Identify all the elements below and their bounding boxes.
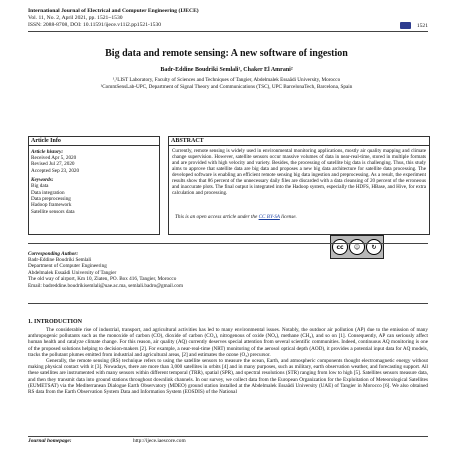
abstract-heading: ABSTRACT <box>169 137 429 146</box>
article-info-heading: Article Info <box>29 137 159 146</box>
issn-line: ISSN: 2088-8708, DOI: 10.11591/ijece.v11i2.pp1521-1530 <box>28 22 162 29</box>
corresponding-author <box>28 248 328 289</box>
intro-paragraph: The considerable rise of industrial, transport, and agricultural activities has led to many environmental issues. Notably, the outdoor air pollution (AP) due to the emission of many anthropogenic pollutants such as the monoxide of carbon (CO), dioxide of carbon (CO₂), nitrogenous of oxide (NOₓ), methane (CH₄), and so on [1]. Consequently, AP can seriously affect human health and catalyze climate change. For this reason, air quality (AQ) currently deserves special attention from several scientific communities. Indeed, continuous AQ monitoring is one of the proposed solutions helping to decision-makers [2]. For example, a near-real-time (NRT) monitoring of the aerosol optical depth (AOD), it provides a potential input data for AQ models, tracks the pollutant plumes emitted from industrial and agricultural areas, [2] and estimates the ozone (O₃) precursor. <box>28 327 428 358</box>
header-rule <box>28 31 428 32</box>
journal-name: International Journal of Electrical and Computer Engineering (IJECE) <box>28 8 199 14</box>
page-number-group <box>400 22 428 30</box>
article-info-box <box>28 136 160 235</box>
keywords-label: Keywords: <box>31 177 54 184</box>
paper-title: Big data and remote sensing: A new software of ingestion <box>105 48 348 59</box>
cc-license-badge[interactable] <box>330 235 384 259</box>
journal-header <box>28 8 428 30</box>
share-alike-icon: ↻ <box>366 239 382 255</box>
corresponding-line: Badr-Eddine Boudriki Semlali <box>28 257 92 263</box>
attribution-icon: ☺ <box>349 239 365 255</box>
intro-paragraph: Generally, the remote sensing (RS) technique refers to using the satellite sensors to measure the ocean, Earth, and atmospheric components thought electromagnetic energy without making physical contact with it [3]. Nowadays, there are more than 3,000 satellites in orbits [4] and in many purposes, such as military, earth observation weather, and forecasting support. All these satellites are instrumented with many sensors within different temporal (TRR), spatial (SPR), and spectral resolutions (STR) ranging from low to high [5]. Satellites sensors measure data, and then they transmit data into ground stations throughout downlink channels. In our survey, we collect data from the European Organization for the Exploitation of Meteorological Satellites (EUMETSAT) via the Mediterranean Dialogue Earth Observatory (MDEO) ground station installed at the Abdelmalek Essaâdi University (UAE) of Tangier in Morocco [6]. We also obtained RS data from the Earth Observation System Data and Information System (EOSDIS) of the National <box>28 358 428 396</box>
abstract-box <box>168 136 430 235</box>
footer-label: Journal homepage <box>28 438 70 444</box>
corresponding-line: Abdelmalek Essaâdi University of Tangier <box>28 269 117 276</box>
volume-line: Vol. 11, No. 2, April 2021, pp. 1521~1530 <box>28 15 123 22</box>
page-number: 1521 <box>416 23 428 30</box>
creative-commons-icon: cc <box>332 239 348 255</box>
corresponding-label: Corresponding Author: <box>28 251 79 257</box>
keyword-item: Big data <box>31 183 49 190</box>
corresponding-top-rule <box>28 243 428 244</box>
history-item: Received Apr 5, 2020 <box>31 155 77 161</box>
history-label: Article history: <box>31 149 64 155</box>
abstract-text: Currently, remote sensing is widely used in environmental monitoring applications, mostly air quality mapping and climate change supervision. However, satellite sensors occur massive volumes of data in near-real-time, stored in multiple formats and are provided with high velocity and variety. Besides, the processing of satellite big data is challenging. Thus, this study aims to approve that satellite data are big data and proposes a new big data architecture for satellite data processing. The developed software is enabling an efficient remote sensing big data ingestion and preprocessing. As a result, the experiment results show that 86 percent of the unnecessary daily files are discarded with a data cleansing of 20 percent of the erroneous and inaccurate plots. The final output is integrated into the Hadoop system, especially the HDFS, HBase, and Hive, for extra calculation and processing. <box>172 148 426 196</box>
corresponding-email: Email: badreddine.boudrikisemlali@uae.ac.ma, semlali.badro@gmail.com <box>28 282 184 289</box>
keyword-item: Data integration <box>31 189 65 196</box>
keyword-item: Satellite sensors data <box>31 208 75 215</box>
open-access-prefix: This is an open access article under the <box>175 214 259 220</box>
journal-logo-icon <box>400 22 411 29</box>
corresponding-bottom-rule <box>28 303 428 304</box>
open-access-suffix: license. <box>279 214 297 220</box>
intro-body <box>28 327 428 395</box>
history-item: Revised Jul 27, 2020 <box>31 161 75 168</box>
license-link[interactable]: CC BY-SA <box>258 214 280 220</box>
keyword-item: Hadoop framework <box>31 202 72 209</box>
history-item: Accepted Sep 23, 2020 <box>31 167 80 174</box>
affiliation-2: ¹CommSensLab-UPC, Department of Signal Theory and Communications (TSC), UPC BarcelonaTech, Barcelona, Spain <box>100 84 353 90</box>
open-access-note <box>175 214 297 220</box>
footer-url[interactable]: http://ijece.iaescore.com <box>132 438 186 444</box>
intro-heading: 1. INTRODUCTION <box>28 319 83 325</box>
affiliation-1: ¹,²LIST Laboratory, Faculty of Sciences and Techniques of Tangier, Abdelmalek Essaâdi University, Morocco <box>112 77 341 83</box>
corresponding-line: The old way of airport, Km 10, Ziaten, PO. Box 416, Tangier, Morocco <box>28 276 177 283</box>
page-footer: Journal homepage: http://ijece.iaescore.com <box>28 436 428 444</box>
author-list: Badr-Eddine Boudriki Semlali¹, Chaker El Amrani² <box>160 67 293 73</box>
issn-row <box>28 22 428 29</box>
corresponding-line: Department of Computer Engineering <box>28 263 107 270</box>
keyword-item: Data preprocessing <box>31 196 71 203</box>
